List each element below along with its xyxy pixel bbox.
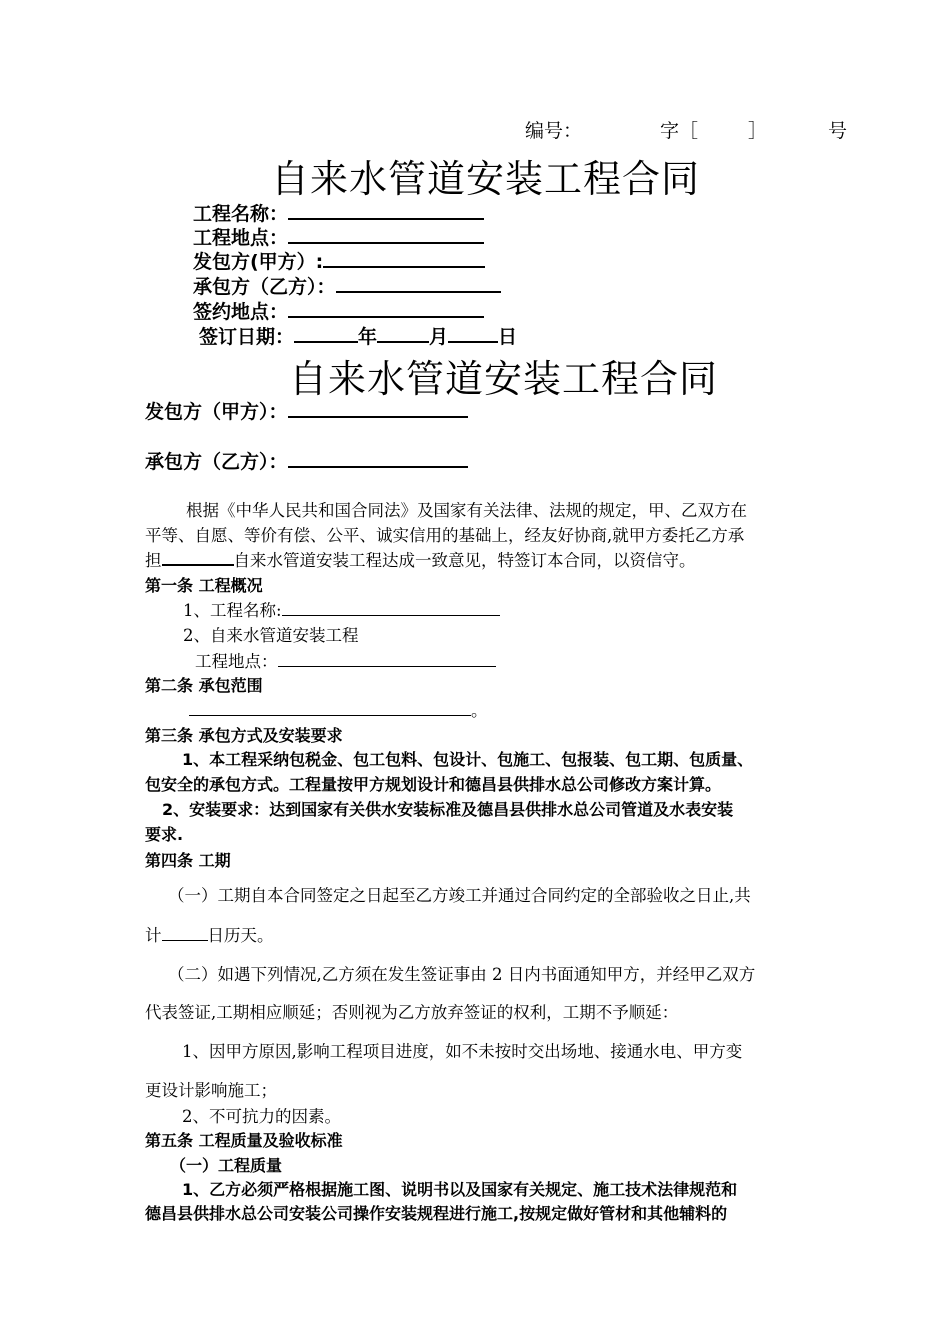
blank-line <box>162 924 208 942</box>
article-5-sub-1: （一）工程质量 <box>170 1156 283 1175</box>
article-1-item-1: 1、工程名称: <box>183 597 500 621</box>
blank-line <box>288 447 468 468</box>
cover-field-label: 工程地点： <box>193 227 289 249</box>
article-3-p1-line2: 包安全的承包方式。工程量按甲方规划设计和德昌县供排水总公司修改方案计算。 <box>145 775 722 794</box>
article-2-heading: 第二条 承包范围 <box>145 676 263 695</box>
blank-line <box>288 297 484 318</box>
intro-line-2: 平等、自愿、等价有偿、公平、诚实信用的基础上，经友好协商,就甲方委托乙方承 <box>145 526 745 545</box>
cover-field-sign-place <box>193 297 484 324</box>
blank-line <box>288 397 468 418</box>
blank-line <box>294 322 358 343</box>
month-label: 月 <box>429 326 449 348</box>
bracket-close: ］ <box>748 120 768 142</box>
article-4-p3-line1: 1、因甲方原因,影响工程项目进度，如不未按时交出场地、接通水电、甲方变 <box>182 1042 743 1061</box>
blank-line <box>336 272 501 293</box>
party-b-label: 承包方（乙方）： <box>145 451 288 473</box>
blank-line <box>162 548 234 567</box>
article-4-p2-line2: 代表签证,工期相应顺延；否则视为乙方放弃签证的权利，工期不予顺延： <box>145 1003 679 1022</box>
party-a-line <box>145 397 468 424</box>
article-3-heading: 第三条 承包方式及安装要求 <box>145 726 343 745</box>
cover-field-project-location <box>193 223 484 250</box>
article-4-p1-line2: 计 日历天。 <box>145 922 274 946</box>
cover-field-label: 承包方（乙方）： <box>193 276 336 298</box>
cover-field-party-a <box>193 247 485 274</box>
article-1-location: 工程地点： <box>195 648 496 672</box>
cover-field-sign-date <box>199 322 517 349</box>
article-3-p1-line1: 1、本工程采纳包税金、包工包料、包设计、包施工、包报装、包工期、包质量、 <box>182 750 754 769</box>
article-4-p3-line2: 更设计影响施工； <box>145 1081 277 1100</box>
intro-line-1: 根据《中华人民共和国合同法》及国家有关法律、法规的规定，甲、乙双方在 <box>186 501 747 520</box>
blank-line <box>377 322 429 343</box>
number-label: 编号： <box>525 120 583 142</box>
article-5-heading: 第五条 工程质量及验收标准 <box>145 1131 343 1150</box>
article-4-p4: 2、不可抗力的因素。 <box>182 1107 341 1126</box>
article-1-item-2: 2、自来水管道安装工程 <box>183 626 359 645</box>
contract-title: 自来水管道安装工程合同 <box>289 357 719 401</box>
blank-line <box>323 247 485 268</box>
blank-line <box>288 199 484 220</box>
cover-field-label: 工程名称： <box>193 203 289 225</box>
party-b-line <box>145 447 468 474</box>
cover-date-label: 签订日期： <box>199 326 295 348</box>
hao-label: 号 <box>828 120 848 142</box>
cover-title: 自来水管道安装工程合同 <box>271 157 701 201</box>
article-4-p2-line1: （二）如遇下列情况,乙方须在发生签证事由 2 日内书面通知甲方，并经甲乙双方 <box>168 965 756 984</box>
intro-line-3: 担 自来水管道安装工程达成一致意见，特签订本合同，以资信守。 <box>145 547 696 571</box>
article-3-p2-line2: 要求. <box>145 825 184 844</box>
day-label: 日 <box>498 326 518 348</box>
article-2-scope-line: 。 <box>189 697 488 721</box>
article-4-p1-line1: （一）工期自本合同签定之日起至乙方竣工并通过合同约定的全部验收之日止,共 <box>168 886 751 905</box>
zi-label: 字［ <box>660 120 699 142</box>
article-1-heading: 第一条 工程概况 <box>145 576 263 595</box>
blank-line <box>288 223 484 244</box>
cover-field-label: 发包方(甲方）: <box>193 251 324 273</box>
blank-line <box>189 699 471 717</box>
year-label: 年 <box>358 326 378 348</box>
article-5-p1-line1: 1、乙方必须严格根据施工图、说明书以及国家有关规定、施工技术法律规范和 <box>182 1180 738 1199</box>
cover-field-party-b <box>193 272 501 299</box>
cover-field-label: 签约地点： <box>193 301 289 323</box>
article-3-p2-line1: 2、安装要求：达到国家有关供水安装标准及德昌县供排水总公司管道及水表安装 <box>162 800 734 819</box>
cover-field-project-name <box>193 199 484 226</box>
article-4-heading: 第四条 工期 <box>145 851 231 870</box>
blank-line <box>448 322 498 343</box>
article-5-p1-line2: 德昌县供排水总公司安装公司操作安装规程进行施工,按规定做好管材和其他辅料的 <box>145 1204 728 1223</box>
blank-line <box>282 599 500 617</box>
party-a-label: 发包方（甲方）： <box>145 401 288 423</box>
blank-line <box>278 650 496 668</box>
